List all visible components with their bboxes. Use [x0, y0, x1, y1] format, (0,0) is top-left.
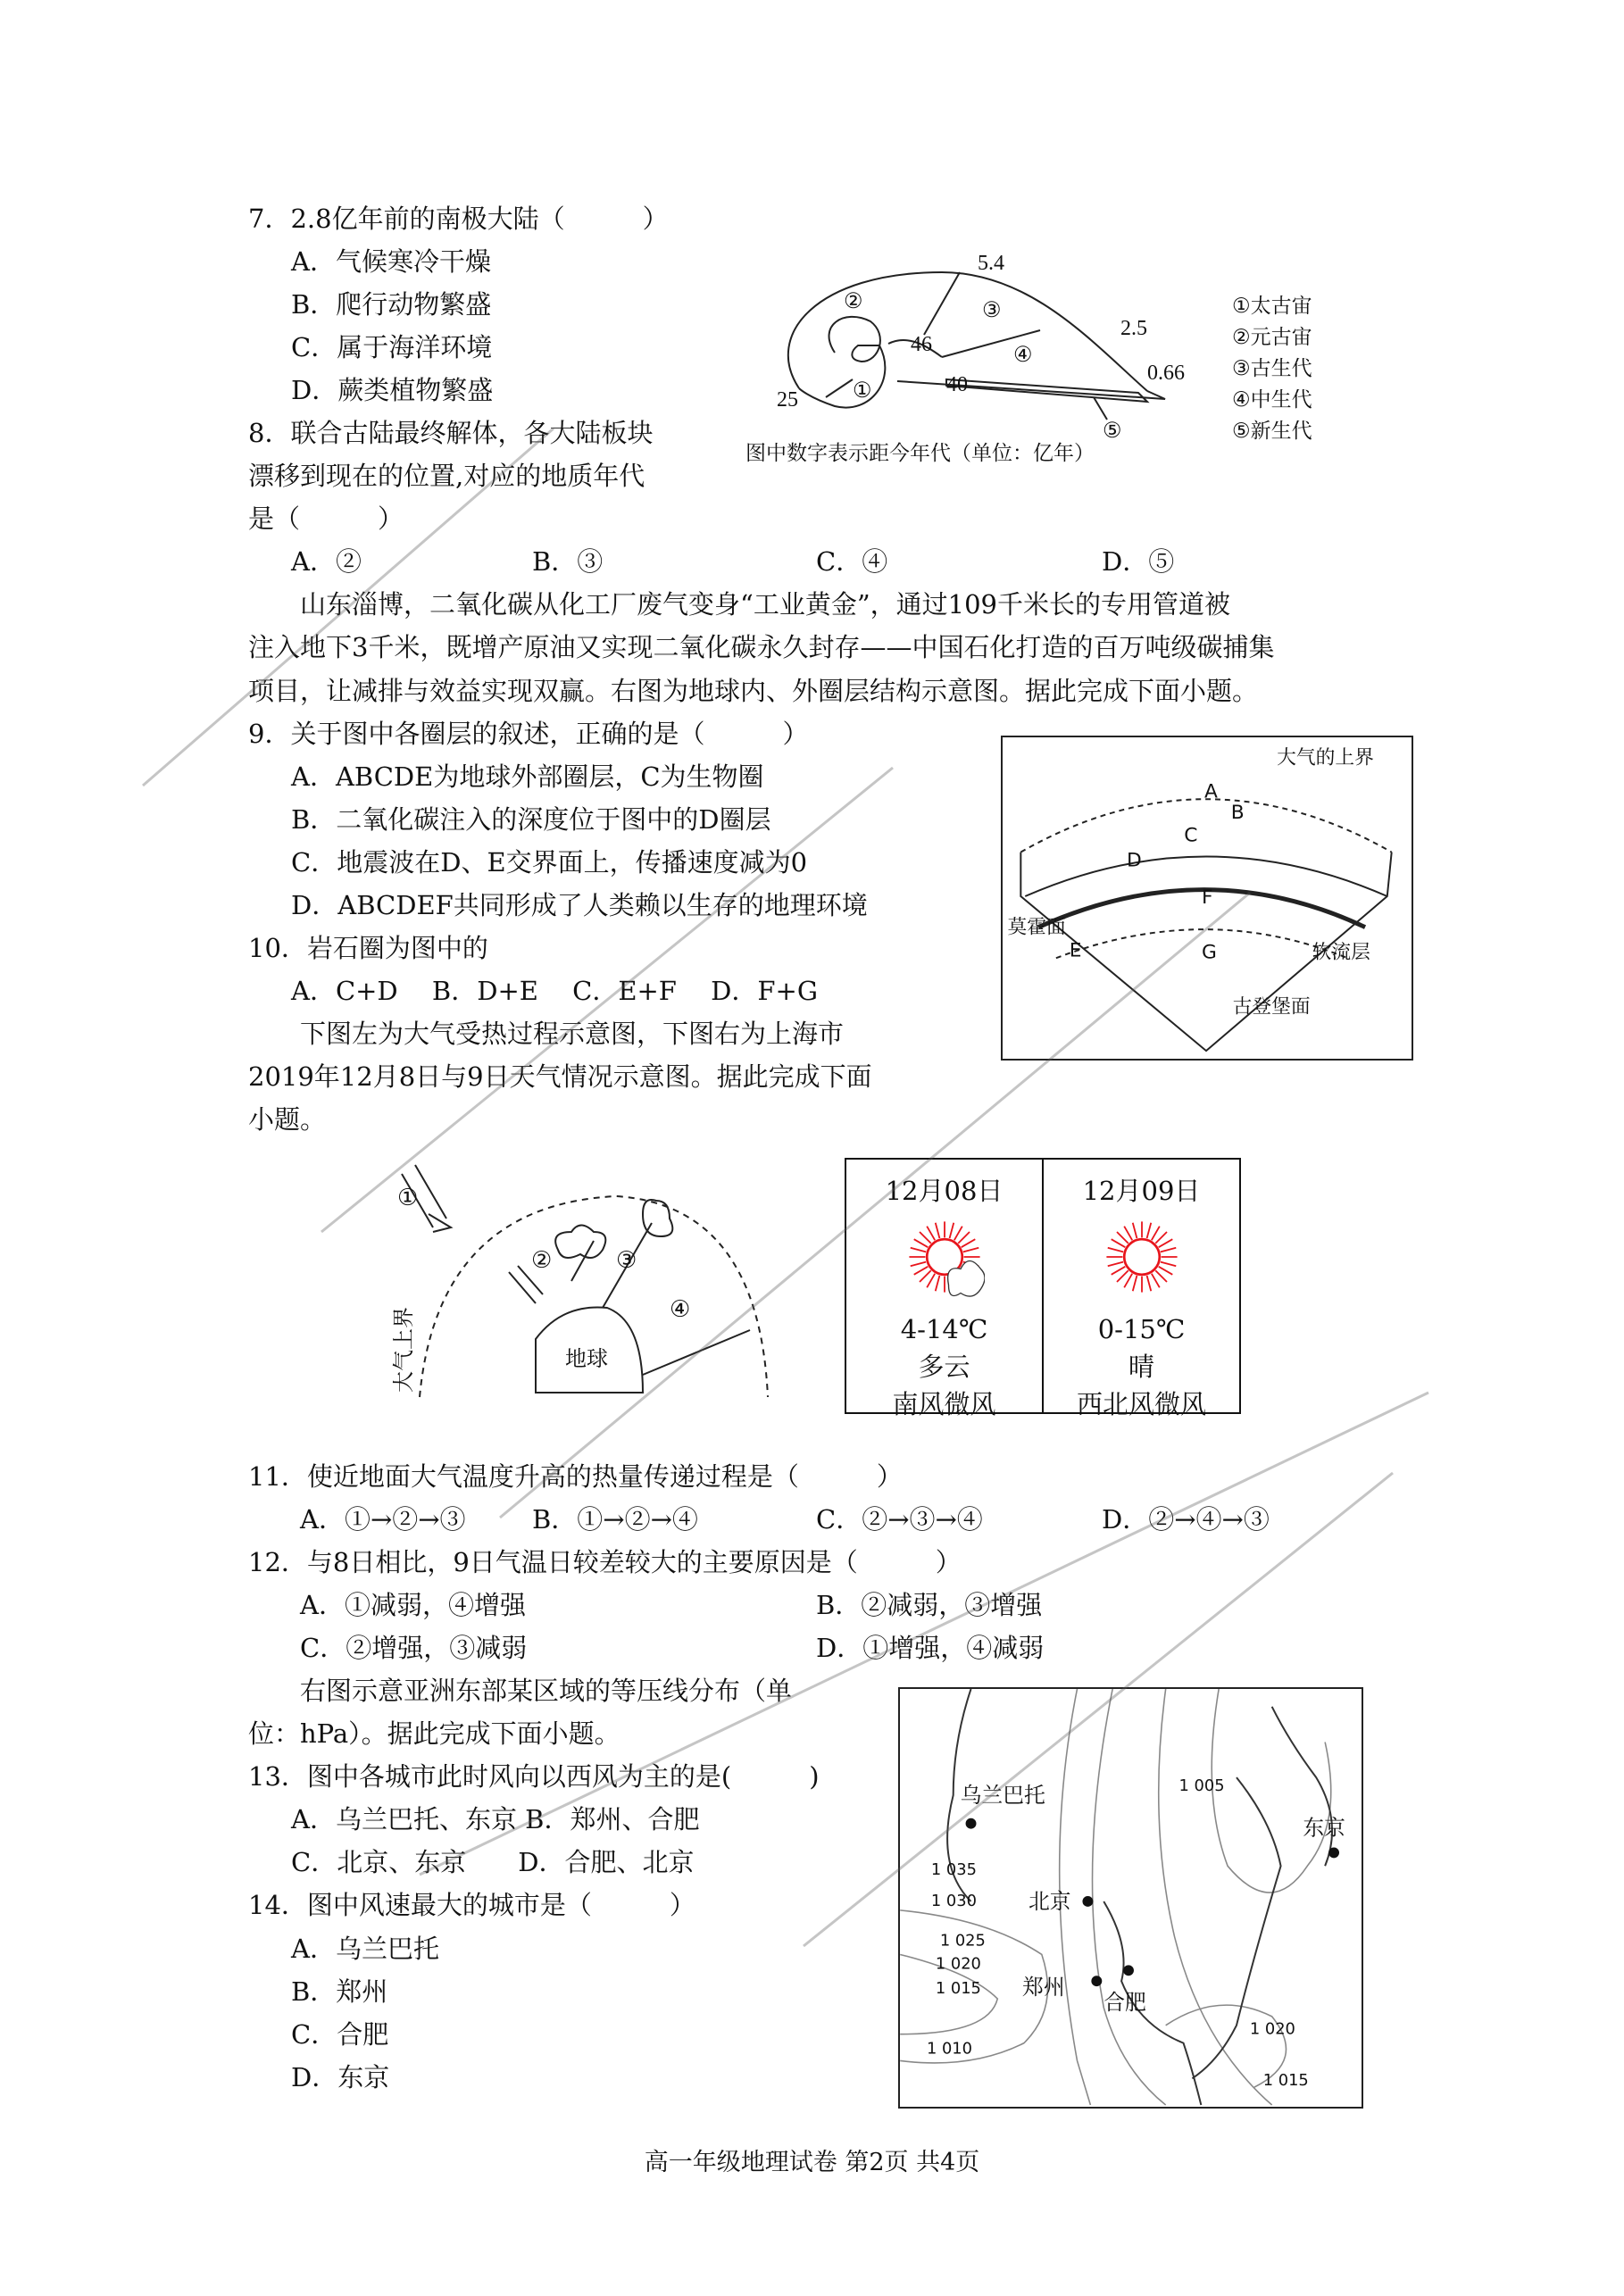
q7-option-c: C．属于海洋环境 — [291, 332, 493, 363]
para2-line-1: 下图左为大气受热过程示意图，下图右为上海市 — [300, 1018, 845, 1049]
city-beijing: 北京 — [1028, 1888, 1071, 1914]
page-footer: 高一年级地理试卷 第2页 共4页 — [644, 2149, 980, 2176]
weather-date: 12月09日 — [1082, 1176, 1201, 1206]
sun-ray — [1158, 1267, 1172, 1275]
q11-option-b: B．①→②→④ — [532, 1504, 698, 1535]
layer-label-f: F — [1202, 886, 1213, 909]
q8-option-a: A．② — [291, 546, 362, 578]
city-zhengzhou: 郑州 — [1022, 1975, 1065, 2001]
sun-ray — [961, 1239, 975, 1247]
sun-ray — [1116, 1270, 1128, 1282]
weather-sky: 多云 — [918, 1352, 970, 1382]
geo-era-1: ① — [853, 379, 872, 403]
q9-option-b: B．二氧化碳注入的深度位于图中的D圈层 — [291, 803, 771, 835]
sun-ray — [1151, 1274, 1159, 1288]
weather-wind: 西北风微风 — [1076, 1389, 1206, 1419]
sun-ray — [1111, 1239, 1125, 1247]
geologic-time-figure — [745, 245, 1339, 469]
layer-label-upper-atmosphere: 大气的上界 — [1277, 746, 1374, 769]
weather-day-08 — [846, 1160, 1042, 1419]
sun-ray — [958, 1232, 970, 1244]
sun-ray — [1111, 1267, 1125, 1275]
layer-label-moho: 莫霍面 — [1007, 916, 1066, 939]
q12-option-a: A．①减弱，④增强 — [300, 1590, 526, 1621]
q7-stem: 7．2.8亿年前的南极大陆（ ） — [248, 204, 669, 234]
q8-stem-3: 是（ ） — [248, 503, 404, 535]
weather-wind: 南风微风 — [892, 1389, 996, 1419]
weather-date: 12月08日 — [885, 1176, 1004, 1206]
geo-caption: 图中数字表示距今年代（单位：亿年） — [745, 442, 1095, 465]
sun-ray — [1124, 1274, 1132, 1288]
q9-option-c: C．地震波在D、E交界面上，传播速度减为0 — [291, 846, 808, 878]
sun-ray — [913, 1267, 928, 1275]
city-ulaanbaatar: 乌兰巴托 — [960, 1782, 1045, 1808]
q11-options — [248, 1498, 1409, 1541]
city-tokyo: 东京 — [1303, 1815, 1345, 1841]
layer-label-gutenberg: 古登堡面 — [1232, 995, 1311, 1019]
weather-day-09 — [1042, 1160, 1239, 1419]
weather-sky: 晴 — [1128, 1352, 1154, 1382]
q14-stem: 14．图中风速最大的城市是（ ） — [248, 1890, 695, 1921]
geo-num-066: 0.66 — [1147, 362, 1185, 385]
q13-options-2: C．北京、东京 D．合肥、北京 — [291, 1847, 695, 1878]
para1-line-3: 项目，让减排与效益实现双赢。右图为地球内、外圈层结构示意图。据此完成下面小题。 — [248, 675, 1259, 706]
sunny-icon — [1102, 1217, 1182, 1297]
sun-ray — [1107, 1262, 1122, 1267]
q11-option-c: C．②→③→④ — [816, 1504, 983, 1535]
q12-option-b: B．②减弱，③增强 — [816, 1590, 1043, 1621]
sun-ray — [1160, 1262, 1175, 1267]
isobar-1005: 1 005 — [1178, 1776, 1225, 1796]
isobar-map — [898, 1687, 1363, 2109]
q10-options: A．C+D B．D+E C．E+F D．F+G — [291, 975, 818, 1006]
q8-option-c: C．④ — [816, 546, 888, 578]
isobar-1025: 1 025 — [939, 1931, 986, 1951]
partly-cloudy-icon — [904, 1217, 985, 1297]
q7-option-b: B．爬行动物繁盛 — [291, 289, 492, 320]
q12-option-d: D．①增强，④减弱 — [816, 1633, 1045, 1664]
para3-line-1: 右图示意亚洲东部某区域的等压线分布（单 — [300, 1676, 793, 1707]
city-hefei: 合肥 — [1103, 1989, 1146, 2015]
para1-line-2: 注入地下3千米，既增产原油又实现二氧化碳永久封存——中国石化打造的百万吨级碳捕集 — [248, 632, 1275, 663]
isobar-1010: 1 010 — [926, 2039, 973, 2059]
q11-option-a: A．①→②→③ — [300, 1504, 466, 1535]
isobar-1030: 1 030 — [930, 1891, 977, 1910]
geo-num-46: 46 — [911, 333, 932, 356]
q9-stem: 9．关于图中各圈层的叙述，正确的是（ ） — [248, 718, 809, 749]
sun-ray — [935, 1276, 939, 1291]
sun-ray — [935, 1223, 939, 1238]
isobar-1035: 1 035 — [930, 1860, 977, 1880]
para3-line-2: 位：hPa）。据此完成下面小题。 — [248, 1718, 620, 1750]
geo-era-2: ② — [844, 290, 863, 313]
sun-ray — [1155, 1270, 1167, 1282]
q13-stem: 13．图中各城市此时风向以西风为主的是( ) — [248, 1761, 820, 1793]
sun-ray — [910, 1262, 925, 1267]
geo-num-40: 40 — [946, 373, 968, 396]
layer-label-asthenosphere: 软流层 — [1312, 941, 1370, 964]
layer-label-e: E — [1069, 939, 1082, 962]
atmosphere-heating-figure — [384, 1152, 830, 1410]
isobar-1015: 1 015 — [935, 1979, 981, 1999]
geo-num-54: 5.4 — [978, 252, 1004, 275]
sun-ray — [1146, 1276, 1151, 1291]
q14-option-a: A．乌兰巴托 — [291, 1933, 439, 1964]
q9-option-a: A．ABCDE为地球外部圈层，C为生物圈 — [291, 761, 764, 792]
atm-marker-3: ③ — [616, 1247, 637, 1274]
geo-era-3: ③ — [982, 299, 1002, 322]
sun-ray — [1124, 1227, 1132, 1241]
para1-line-1: 山东淄博，二氧化碳从化工厂废气变身“工业黄金”，通过109千米长的专用管道被 — [300, 589, 1231, 620]
sun-ray — [1116, 1232, 1128, 1244]
sun-ray — [910, 1248, 925, 1252]
sun-ray — [954, 1227, 962, 1241]
q8-option-d: D．⑤ — [1102, 546, 1175, 578]
q12-options-row-2 — [248, 1626, 1409, 1669]
sun-ray — [1146, 1223, 1151, 1238]
sun-ray — [1155, 1232, 1167, 1244]
weather-panel — [845, 1158, 1241, 1419]
q11-stem: 11．使近地面大气温度升高的热量传递过程是（ ） — [248, 1461, 903, 1492]
sun-ray — [962, 1248, 978, 1252]
geo-legend-3: ③古生代 — [1232, 357, 1312, 380]
atm-marker-1: ① — [397, 1185, 419, 1211]
q12-stem: 12．与8日相比，9日气温日较差较大的主要原因是（ ） — [248, 1547, 962, 1578]
q13-options-1: A．乌兰巴托、东京 B．郑州、合肥 — [291, 1804, 700, 1835]
isobar-1015-east: 1 015 — [1262, 2071, 1309, 2091]
sun-ray — [919, 1270, 930, 1282]
q12-option-c: C．②增强，③减弱 — [300, 1633, 528, 1664]
geo-num-25: 2.5 — [1120, 317, 1147, 340]
q10-stem: 10．岩石圈为图中的 — [248, 932, 488, 963]
sun-ray — [927, 1274, 935, 1288]
atm-marker-2: ② — [531, 1247, 553, 1274]
weather-temp: 4-14℃ — [900, 1314, 988, 1344]
sun-ray — [1132, 1223, 1137, 1238]
geo-legend-1: ①太古宙 — [1232, 295, 1312, 318]
geo-legend-2: ②元古宙 — [1232, 326, 1312, 349]
sun-ray — [1107, 1248, 1122, 1252]
sun-ray — [927, 1227, 935, 1241]
geo-num-25b: 25 — [777, 388, 798, 412]
q11-option-d: D．②→④→③ — [1102, 1504, 1270, 1535]
q8-option-b: B．③ — [532, 546, 604, 578]
isobar-1020-east: 1 020 — [1249, 2019, 1295, 2039]
q7-option-a: A．气候寒冷干燥 — [291, 246, 491, 278]
sun-ray — [913, 1239, 928, 1247]
q7-option-d: D．蕨类植物繁盛 — [291, 375, 494, 406]
atm-marker-4: ④ — [670, 1296, 691, 1323]
q14-option-c: C．合肥 — [291, 2018, 389, 2050]
layer-label-a: A — [1204, 780, 1218, 803]
para2-line-3: 小题。 — [248, 1103, 327, 1135]
earth-layers-figure — [1001, 736, 1413, 1061]
q14-option-d: D．东京 — [291, 2061, 390, 2092]
q8-options — [248, 540, 1409, 583]
isobar-1020: 1 020 — [935, 1954, 981, 1974]
q8-stem-2: 漂移到现在的位置,对应的地质年代 — [248, 461, 645, 492]
sun-ray — [949, 1223, 954, 1238]
layer-label-g: G — [1202, 941, 1217, 964]
sun-ray — [1160, 1248, 1175, 1252]
sun-ray — [1158, 1239, 1172, 1247]
q8-stem-1: 8．联合古陆最终解体，各大陆板块 — [248, 418, 654, 449]
q14-option-b: B．郑州 — [291, 1976, 388, 2007]
layer-label-b: B — [1230, 801, 1245, 824]
atm-boundary-label: 大气上界 — [391, 1307, 416, 1393]
para2-line-2: 2019年12月8日与9日天气情况示意图。据此完成下面 — [248, 1061, 872, 1092]
geo-era-5: ⑤ — [1103, 420, 1122, 443]
atm-earth-label: 地球 — [565, 1346, 608, 1371]
sun-ray — [1151, 1227, 1159, 1241]
layer-label-d: D — [1127, 849, 1142, 872]
q12-options-row-1 — [248, 1584, 1409, 1626]
sun-ray — [1132, 1276, 1137, 1291]
geo-era-4: ④ — [1013, 344, 1033, 367]
q9-option-d: D．ABCDEF共同形成了人类赖以生存的地理环境 — [291, 889, 868, 920]
geo-legend-4: ④中生代 — [1232, 388, 1312, 412]
sun-ray — [919, 1232, 930, 1244]
geo-legend-5: ⑤新生代 — [1232, 420, 1312, 443]
weather-temp: 0-15℃ — [1097, 1314, 1186, 1344]
layer-label-c: C — [1184, 824, 1198, 847]
